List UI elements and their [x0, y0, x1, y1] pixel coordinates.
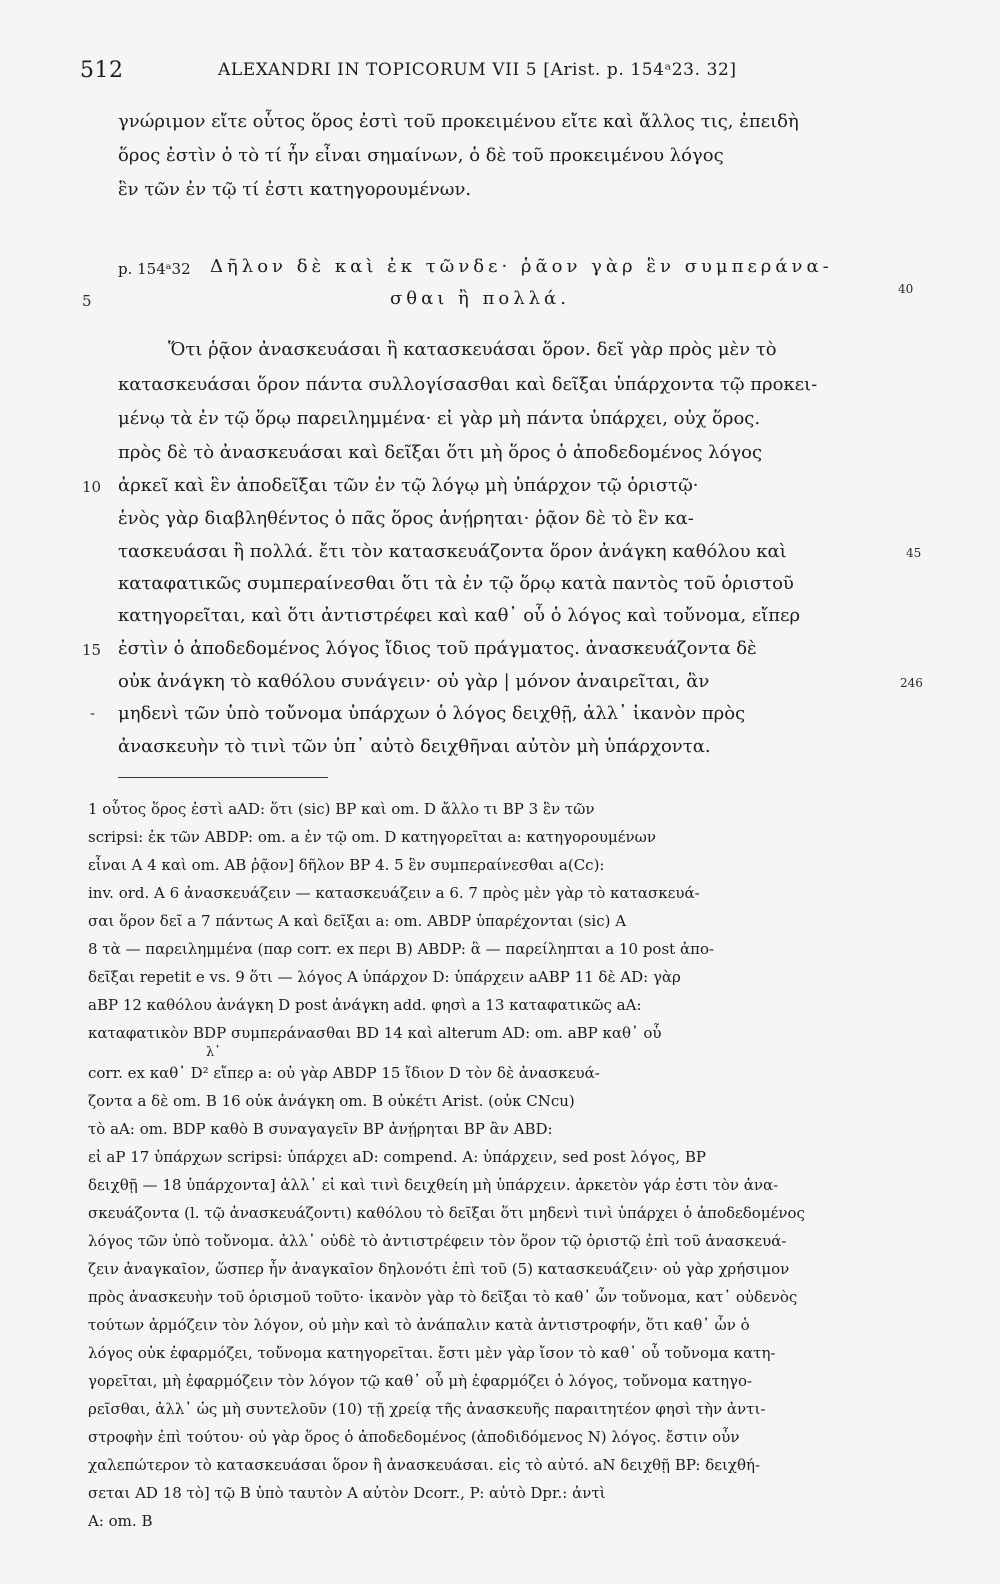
- page-number: 512: [80, 58, 124, 83]
- apparatus-line: inv. ord. A 6 ἀνασκευάζειν — κατασκευάζειν a 6. 7 πρὸς μὲν γὰρ τὸ κατασκευά-: [88, 884, 700, 902]
- apparatus-line: corr. ex καθ᾽ D² εἴπερ a: οὐ γὰρ ABDP 15 ἴδιον D τὸν δὲ ἀνασκευά-: [88, 1064, 600, 1082]
- text-line: κατασκευάσαι ὅρον πάντα συλλογίσασθαι καὶ δεῖξαι ὑπάρχοντα τῷ προκει-: [118, 374, 818, 395]
- page-header: [80, 56, 920, 88]
- text-line: καταφατικῶς συμπεραίνεσθαι ὅτι τὰ ἐν τῷ ὅρῳ κατὰ παντὸς τοῦ ὁριστοῦ: [118, 573, 794, 594]
- apparatus-line: ζειν ἀναγκαῖον, ὥσπερ ἦν ἀναγκαῖον δηλονότι ἐπὶ τοῦ (5) κατασκευάζειν· οὐ γὰρ χρήσιμον: [88, 1260, 790, 1278]
- apparatus-line: στροφὴν ἐπὶ τούτου· οὐ γὰρ ὅρος ὁ ἀποδεδομένος (ἀποδιδόμενος N) λόγος. ἔστιν οὖν: [88, 1428, 740, 1446]
- lemma-reference: p. 154ᵃ32: [118, 260, 191, 278]
- apparatus-line: λόγος τῶν ὑπὸ τοὔνομα. ἀλλ᾽ οὐδὲ τὸ ἀντιστρέφειν τὸν ὅρον τῷ ὁριστῷ ἐπὶ τοῦ ἀνασκευά-: [88, 1232, 787, 1250]
- apparatus-line: 1 οὗτος ὅρος ἐστὶ aAD: ὅτι (sic) BP καὶ om. D ἄλλο τι BP 3 ἓν τῶν: [88, 800, 595, 818]
- footnote-rule: [118, 777, 328, 778]
- apparatus-line: σεται AD 18 τὸ] τῷ B ὑπὸ ταυτὸν A αὐτὸν Dcorr., P: αὐτὸ Dpr.: ἀντὶ: [88, 1484, 606, 1502]
- text-line: γνώριμον εἴτε οὗτος ὅρος ἐστὶ τοῦ προκειμένου εἴτε καὶ ἄλλος τις, ἐπειδὴ: [118, 111, 799, 132]
- apparatus-line: εἰ aP 17 ὑπάρχων scripsi: ὑπάρχει aD: compend. A: ὑπάρχειν, sed post λόγος, BP: [88, 1148, 706, 1166]
- text-line: Ὅτι ῥᾷον ἀνασκευάσαι ἢ κατασκευάσαι ὅρον. δεῖ γὰρ πρὸς μὲν τὸ: [168, 339, 777, 360]
- apparatus-line: σαι ὅρον δεῖ a 7 πάντως A καὶ δεῖξαι a: om. ABDP ὑπαρέχονται (sic) A: [88, 912, 627, 930]
- text-line: τασκευάσαι ἢ πολλά. ἔτι τὸν κατασκευάζοντα ὅρον ἀνάγκη καθόλου καὶ: [118, 541, 787, 562]
- apparatus-line: πρὸς ἀνασκευὴν τοῦ ὁρισμοῦ τοῦτο· ἱκανὸν γὰρ τὸ δεῖξαι τὸ καθ᾽ ὧν τοὔνομα, κατ᾽ οὐδενὸς: [88, 1288, 798, 1306]
- apparatus-line: χαλεπώτερον τὸ κατασκευάσαι ὅρον ἢ ἀνασκευάσαι. εἰς τὸ αὐτό. aN δειχθῇ BP: δειχθή-: [88, 1456, 761, 1474]
- apparatus-line: δειχθῇ — 18 ὑπάρχοντα] ἀλλ᾽ εἰ καὶ τινὶ δειχθείη μὴ ὑπάρχειν. ἀρκετὸν γάρ ἐστι τὸν ἀνα-: [88, 1176, 779, 1194]
- line-number: 5: [82, 292, 92, 310]
- apparatus-line: εἶναι A 4 καὶ om. AB ῥᾷον] δῆλον BP 4. 5 ἓν συμπεραίνεσθαι a(Cc):: [88, 856, 605, 874]
- text-line: ἐστὶν ὁ ἀποδεδομένος λόγος ἴδιος τοῦ πράγματος. ἀνασκευάζοντα δὲ: [118, 638, 757, 659]
- margin-number: 246: [900, 676, 923, 690]
- text-line: ἑνὸς γὰρ διαβληθέντος ὁ πᾶς ὅρος ἀνῄρηται· ῥᾷον δὲ τὸ ἓν κα-: [118, 508, 694, 529]
- apparatus-line: aBP 12 καθόλου ἀνάγκη D post ἀνάγκη add. φησὶ a 13 καταφατικῶς aA:: [88, 996, 642, 1014]
- apparatus-line: A: om. B: [88, 1512, 153, 1530]
- text-line: μηδενὶ τῶν ὑπὸ τοὔνομα ὑπάρχων ὁ λόγος δειχθῇ, ἀλλ᾽ ἱκανὸν πρὸς: [118, 703, 746, 724]
- apparatus-line: τὸ aA: om. BDP καθὸ B συναγαγεῖν BP ἀνῄρηται BP ἂν ABD:: [88, 1120, 553, 1138]
- text-line: μένῳ τὰ ἐν τῷ ὅρῳ παρειλημμένα· εἰ γὰρ μὴ πάντα ὑπάρχει, οὐχ ὅρος.: [118, 408, 761, 429]
- running-head: ALEXANDRI IN TOPICORUM VII 5 [Arist. p. 154ᵃ23. 32]: [218, 60, 737, 80]
- line-number: 15: [82, 641, 102, 659]
- apparatus-line: δεῖξαι repetit e vs. 9 ὅτι — λόγος A ὑπάρχον D: ὑπάρχειν aABP 11 δὲ AD: γὰρ: [88, 968, 681, 986]
- apparatus-line: γορεῖται, μὴ ἐφαρμόζειν τὸν λόγον τῷ καθ᾽ οὗ μὴ ἐφαρμόζει ὁ λόγος, τοὔνομα κατηγο-: [88, 1372, 753, 1390]
- apparatus-line: scripsi: ἐκ τῶν ABDP: om. a ἐν τῷ om. D κατηγορεῖται a: κατηγορουμένων: [88, 828, 657, 846]
- text-line: ὅρος ἐστὶν ὁ τὸ τί ἦν εἶναι σημαίνων, ὁ δὲ τοῦ προκειμένου λόγος: [118, 145, 724, 166]
- apparatus-line: σκευάζοντα (l. τῷ ἀνασκευάζοντι) καθόλου τὸ δεῖξαι ὅτι μηδενὶ τινὶ ὑπάρχει ὁ ἀποδεδομένος: [88, 1204, 805, 1222]
- text-line: ἀνασκευὴν τὸ τινὶ τῶν ὑπ᾽ αὐτὸ δειχθῆναι αὐτὸν μὴ ὑπάρχοντα.: [118, 736, 711, 757]
- apparatus-line: τούτων ἁρμόζειν τὸν λόγον, οὐ μὴν καὶ τὸ ἀνάπαλιν κατὰ ἀντιστροφήν, ὅτι καθ᾽ ὧν ὁ: [88, 1316, 750, 1334]
- apparatus-line: λόγος οὐκ ἐφαρμόζει, τοὔνομα κατηγορεῖται. ἔστι μὲν γὰρ ἴσον τὸ καθ᾽ οὗ τοὔνομα κατη-: [88, 1344, 776, 1362]
- apparatus-line: καταφατικὸν BDP συμπεράνασθαι BD 14 καὶ alterum AD: om. aBP καθ᾽ οὗ: [88, 1024, 662, 1042]
- text-line: ἓν τῶν ἐν τῷ τί ἐστι κατηγορουμένων.: [118, 179, 472, 200]
- text-line: πρὸς δὲ τὸ ἀνασκευάσαι καὶ δεῖξαι ὅτι μὴ ὅρος ὁ ἀποδεδομένος λόγος: [118, 442, 763, 463]
- line-marker: -: [90, 704, 96, 722]
- text-line: οὐκ ἀνάγκη τὸ καθόλου συνάγειν· οὐ γὰρ | μόνον ἀναιρεῖται, ἂν: [118, 671, 710, 692]
- text-line: κατηγορεῖται, καὶ ὅτι ἀντιστρέφει καὶ καθ᾽ οὗ ὁ λόγος καὶ τοὔνομα, εἴπερ: [118, 605, 801, 626]
- margin-number: 40: [898, 282, 914, 296]
- apparatus-superscript: λ᾽: [206, 1045, 221, 1060]
- apparatus-line: ρεῖσθαι, ἀλλ᾽ ὡς μὴ συντελοῦν (10) τῇ χρείᾳ τῆς ἀνασκευῆς παραιτητέον φησὶ τὴν ἀντι-: [88, 1400, 766, 1418]
- text-line: ἀρκεῖ καὶ ἓν ἀποδεῖξαι τῶν ἐν τῷ λόγῳ μὴ ὑπάρχον τῷ ὁριστῷ·: [118, 475, 699, 496]
- apparatus-line: ζοντα a δὲ om. B 16 οὐκ ἀνάγκη om. B οὐκέτι Arist. (οὐκ CNcu): [88, 1092, 575, 1110]
- lemma-line: σθαι ἢ πολλά.: [390, 288, 570, 309]
- lemma-line: Δῆλον δὲ καὶ ἐκ τῶνδε· ῥᾶον γὰρ ἓν συμπεράνα-: [210, 256, 833, 277]
- margin-number: 45: [906, 546, 922, 560]
- line-number: 10: [82, 478, 102, 496]
- apparatus-line: 8 τὰ — παρειλημμένα (παρ corr. ex περι B) ABDP: ἃ — παρείληπται a 10 post ἀπο-: [88, 940, 715, 958]
